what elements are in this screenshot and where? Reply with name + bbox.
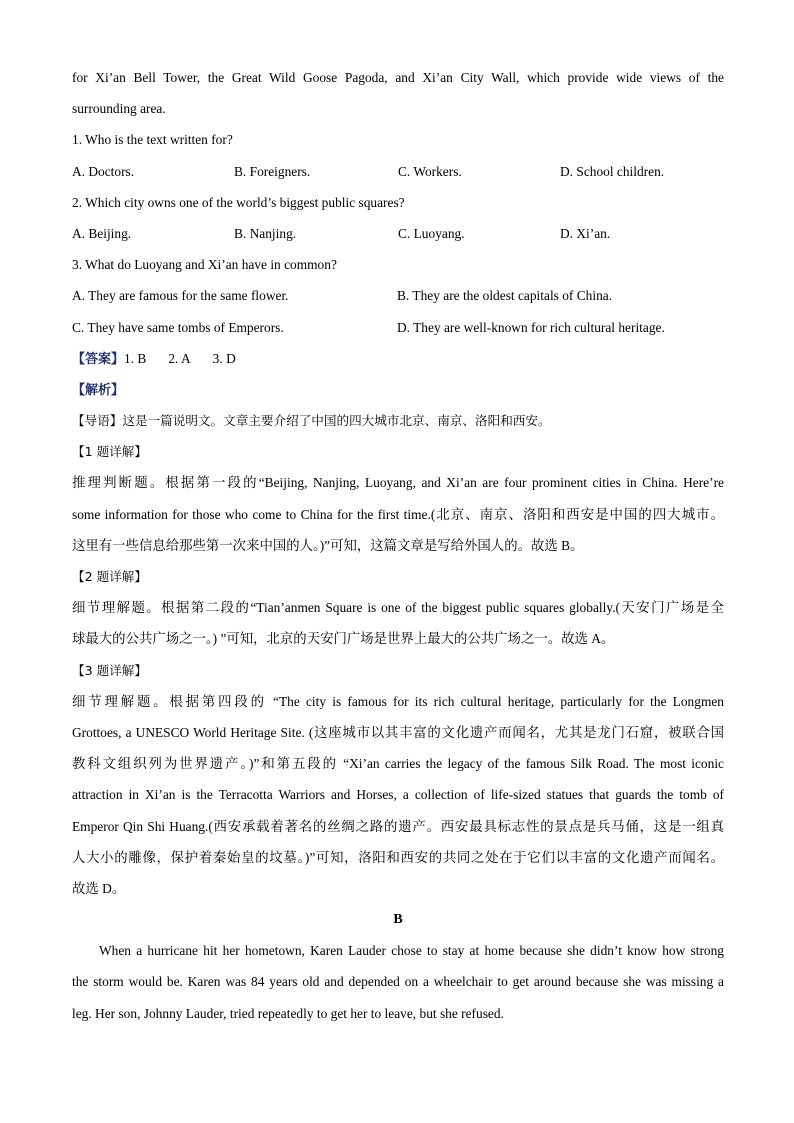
question-stem: 2. Which city owns one of the world’s biggest public squares? [72, 194, 405, 210]
q3-detail-line: 教科文组织列为世界遗产。)”和第五段的 “Xi’an carries the legacy of the famous Silk Road. The most iconic [72, 756, 724, 772]
q1-detail-line: some information for those who come to China for the first time.(北京、南京、洛阳和西安是中国的四大城市。 [72, 506, 724, 522]
guide-line [72, 405, 724, 436]
passage-line: for Xi’an Bell Tower, the Great Wild Goose Pagoda, and Xi’an City Wall, which provide wide views of the [72, 70, 724, 85]
q2-detail-label: 【2 题详解】 [72, 569, 147, 584]
option: A. Beijing. [72, 225, 132, 241]
passage-line: surrounding area. [72, 101, 166, 117]
option: B. Nanjing. [234, 225, 297, 241]
question-stem: 1. Who is the text written for? [72, 132, 233, 148]
q1-detail-line: 这里有一些信息给那些第一次来中国的人。)”可知，这篇文章是写给外国人的。故选 B。 [72, 537, 584, 553]
option: D. Xi’an. [560, 225, 611, 241]
section-heading: B [393, 912, 403, 928]
q3-detail-line: attraction in Xi’an is the Terracotta Warriors and Horses, a collection of life-sized statues that guards the tomb of [72, 787, 724, 803]
guide-label: 【导语】 [72, 413, 123, 429]
option: B. Foreigners. [234, 163, 311, 179]
question-stem: 3. What do Luoyang and Xi’an have in common? [72, 257, 337, 273]
passage-line: When a hurricane hit her hometown, Karen Lauder chose to stay at home because she didn’t know how strong [99, 943, 724, 959]
passage-line: the storm would be. Karen was 84 years old and depended on a wheelchair to get around because she was missing a [72, 974, 724, 990]
q3-detail-line: 人大小的雕像，保护着秦始皇的坟墓。)”可知，洛阳和西安的共同之处在于它们以丰富的文化遗产而闻名。 [72, 849, 724, 865]
option: B. They are the oldest capitals of China. [397, 288, 613, 304]
analysis-label: 【解析】 [72, 382, 125, 398]
q1-detail-line: 推理判断题。根据第一段的“Beijing, Nanjing, Luoyang, and Xi’an are four prominent cities in China. Here’re [72, 475, 724, 491]
passage-line: leg. Her son, Johnny Lauder, tried repeatedly to get her to leave, but she refused. [72, 1005, 504, 1021]
option: A. They are famous for the same flower. [72, 288, 289, 304]
answer-label: 【答案】 [72, 351, 125, 367]
q3-detail-line: Grottoes, a UNESCO World Heritage Site. (这座城市以其丰富的文化遗产而闻名，尤其是龙门石窟，被联合国 [72, 724, 724, 740]
q2-detail-line: 球最大的公共广场之一。) ”可知，北京的天安门广场是世界上最大的公共广场之一。故选 A。 [72, 631, 615, 647]
analysis-heading [72, 374, 724, 405]
answer-value: 2. A [168, 350, 191, 366]
question-options [72, 156, 724, 187]
q3-detail-label: 【3 题详解】 [72, 662, 147, 678]
guide-text: 这是一篇说明文。文章主要介绍了中国的四大城市北京、南京、洛阳和西安。 [122, 413, 551, 429]
q3-detail-line: 故选 D。 [72, 880, 126, 896]
question-options [72, 280, 724, 311]
question-options [72, 218, 724, 249]
answer-value: 1. B [124, 350, 147, 366]
document-page [72, 62, 724, 1029]
answer-line [72, 343, 724, 374]
option: D. They are well-known for rich cultural heritage. [397, 319, 665, 335]
q2-detail-line: 细节理解题。根据第二段的“Tian’anmen Square is one of the biggest public squares globally.(天安门广场是全 [72, 600, 724, 616]
option: C. Workers. [398, 163, 462, 179]
q3-detail-line: 细节理解题。根据第四段的 “The city is famous for its rich cultural heritage, particularly for the Longmen [72, 693, 724, 709]
q3-detail-line: Emperor Qin Shi Huang.(西安承载着著名的丝绸之路的遗产。西安最具标志性的景点是兵马俑，这是一组真 [72, 818, 724, 834]
option: C. They have same tombs of Emperors. [72, 319, 284, 335]
option: D. School children. [560, 163, 665, 179]
question-options [72, 312, 724, 343]
answer-value: 3. D [212, 350, 236, 366]
option: A. Doctors. [72, 163, 135, 179]
q1-detail-label: 【1 题详解】 [72, 444, 147, 460]
option: C. Luoyang. [398, 225, 465, 241]
